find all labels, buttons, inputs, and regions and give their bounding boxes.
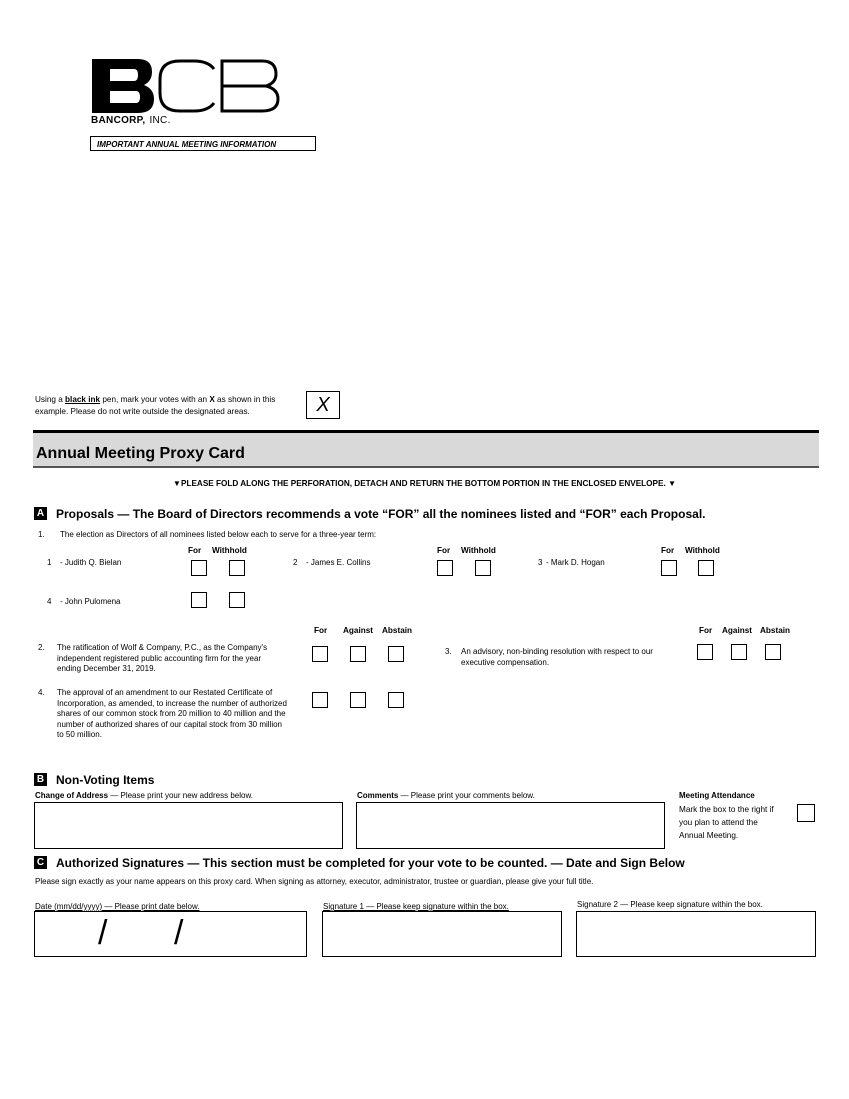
nominee-number: 4 [47,597,52,606]
logo-subtitle: BANCORP, INC. [91,115,171,126]
attendance-checkbox[interactable] [797,804,815,822]
proposal-2-abstain-checkbox[interactable] [388,646,404,662]
nominee-4-for-checkbox[interactable] [191,592,207,608]
nominee-3-for-checkbox[interactable] [661,560,677,576]
for-header: For [188,546,202,555]
proposal-text: An advisory, non-binding resolution with respect to our executive compensation. [461,647,653,667]
meeting-info-label: IMPORTANT ANNUAL MEETING INFORMATION [90,136,316,151]
section-b-letter: B [34,773,47,786]
nominee-number: 3 [538,558,543,567]
comments-label: Comments — Please print your comments below. [357,791,535,800]
date-label: Date (mm/dd/yyyy) — Please print date below. [35,902,200,911]
proposal-3-against-checkbox[interactable] [731,644,747,660]
for-header: For [437,546,451,555]
card-title-bar [33,430,819,468]
item1-number: 1. [38,530,45,539]
nominee-name: - Judith Q. Bielan [60,558,122,567]
signature-instruction: Please sign exactly as your name appears on this proxy card. When signing as attorney, executor, administrator, trustee or guardian, please give your full title. [35,877,594,886]
nominee-2-withhold-checkbox[interactable] [475,560,491,576]
fold-notice: ▼PLEASE FOLD ALONG THE PERFORATION, DETACH AND RETURN THE BOTTOM PORTION IN THE ENCLOSED ENVELOPE. ▼ [172,479,677,488]
attendance-label: Meeting Attendance [679,791,755,800]
for-header: For [699,626,713,635]
proposal-number: 3. [445,647,452,656]
nominee-name: - Mark D. Hogan [546,558,605,567]
comments-field[interactable] [356,802,665,849]
for-header: For [661,546,675,555]
nominee-number: 1 [47,558,52,567]
proposal-4-against-checkbox[interactable] [350,692,366,708]
item1-text: The election as Directors of all nominees listed below each to serve for a three-year term: [60,530,377,539]
nominee-number: 2 [293,558,298,567]
nominee-name: - James E. Collins [306,558,371,567]
date-separator: / [174,914,184,952]
withhold-header: Withhold [685,546,720,555]
section-c-letter: C [34,856,47,869]
signature2-field[interactable] [576,911,816,957]
signature1-label: Signature 1 — Please keep signature within the box. [323,902,509,911]
against-header: Against [722,626,753,635]
example-mark-box: X [306,391,340,419]
marking-instructions: Using a black ink pen, mark your votes with an X as shown in this example. Please do not write outside the designated areas. [35,395,276,416]
proposal-2-for-checkbox[interactable] [312,646,328,662]
abstain-header: Abstain [382,626,413,635]
section-c-title: Authorized Signatures — This section must be completed for your vote to be counted. — Date and Sign Below [56,856,685,870]
proposal-number: 4. [38,688,45,697]
address-label: Change of Address — Please print your new address below. [35,791,254,800]
address-field[interactable] [34,802,343,849]
proposal-3-abstain-checkbox[interactable] [765,644,781,660]
proposal-4-for-checkbox[interactable] [312,692,328,708]
proposal-number: 2. [38,643,45,652]
proposal-text: The ratification of Wolf & Company, P.C., as the Company's independent registered public accounting firm for the year ending December 31, 2019. [57,643,268,673]
signature2-label: Signature 2 — Please keep signature within the box. [577,900,763,909]
section-b-title: Non-Voting Items [56,773,155,787]
section-a-letter: A [34,507,47,520]
proposal-text: The approval of an amendment to our Restated Certificate of Incorporation, as amended, to increase the number of authorized shares of our common stock from 20 million to 40 million and the number of authorized shares of our capital stock from 30 million to 50 million. [57,688,287,739]
against-header: Against [343,626,374,635]
card-title: Annual Meeting Proxy Card [36,445,245,462]
proposal-3-for-checkbox[interactable] [697,644,713,660]
company-logo [90,57,280,115]
nominee-name: - John Pulomena [60,597,121,606]
date-separator: / [98,914,108,952]
nominee-1-for-checkbox[interactable] [191,560,207,576]
abstain-header: Abstain [760,626,791,635]
signature1-field[interactable] [322,911,562,957]
for-header: For [314,626,328,635]
withhold-header: Withhold [212,546,247,555]
proposal-4-abstain-checkbox[interactable] [388,692,404,708]
nominee-1-withhold-checkbox[interactable] [229,560,245,576]
proposal-2-against-checkbox[interactable] [350,646,366,662]
nominee-4-withhold-checkbox[interactable] [229,592,245,608]
attendance-text: Mark the box to the right if you plan to attend the Annual Meeting. [679,805,774,840]
nominee-2-for-checkbox[interactable] [437,560,453,576]
section-a-title: Proposals — The Board of Directors recommends a vote “FOR” all the nominees listed and “FOR” each Proposal. [56,507,706,521]
withhold-header: Withhold [461,546,496,555]
date-field[interactable] [34,911,307,957]
nominee-3-withhold-checkbox[interactable] [698,560,714,576]
